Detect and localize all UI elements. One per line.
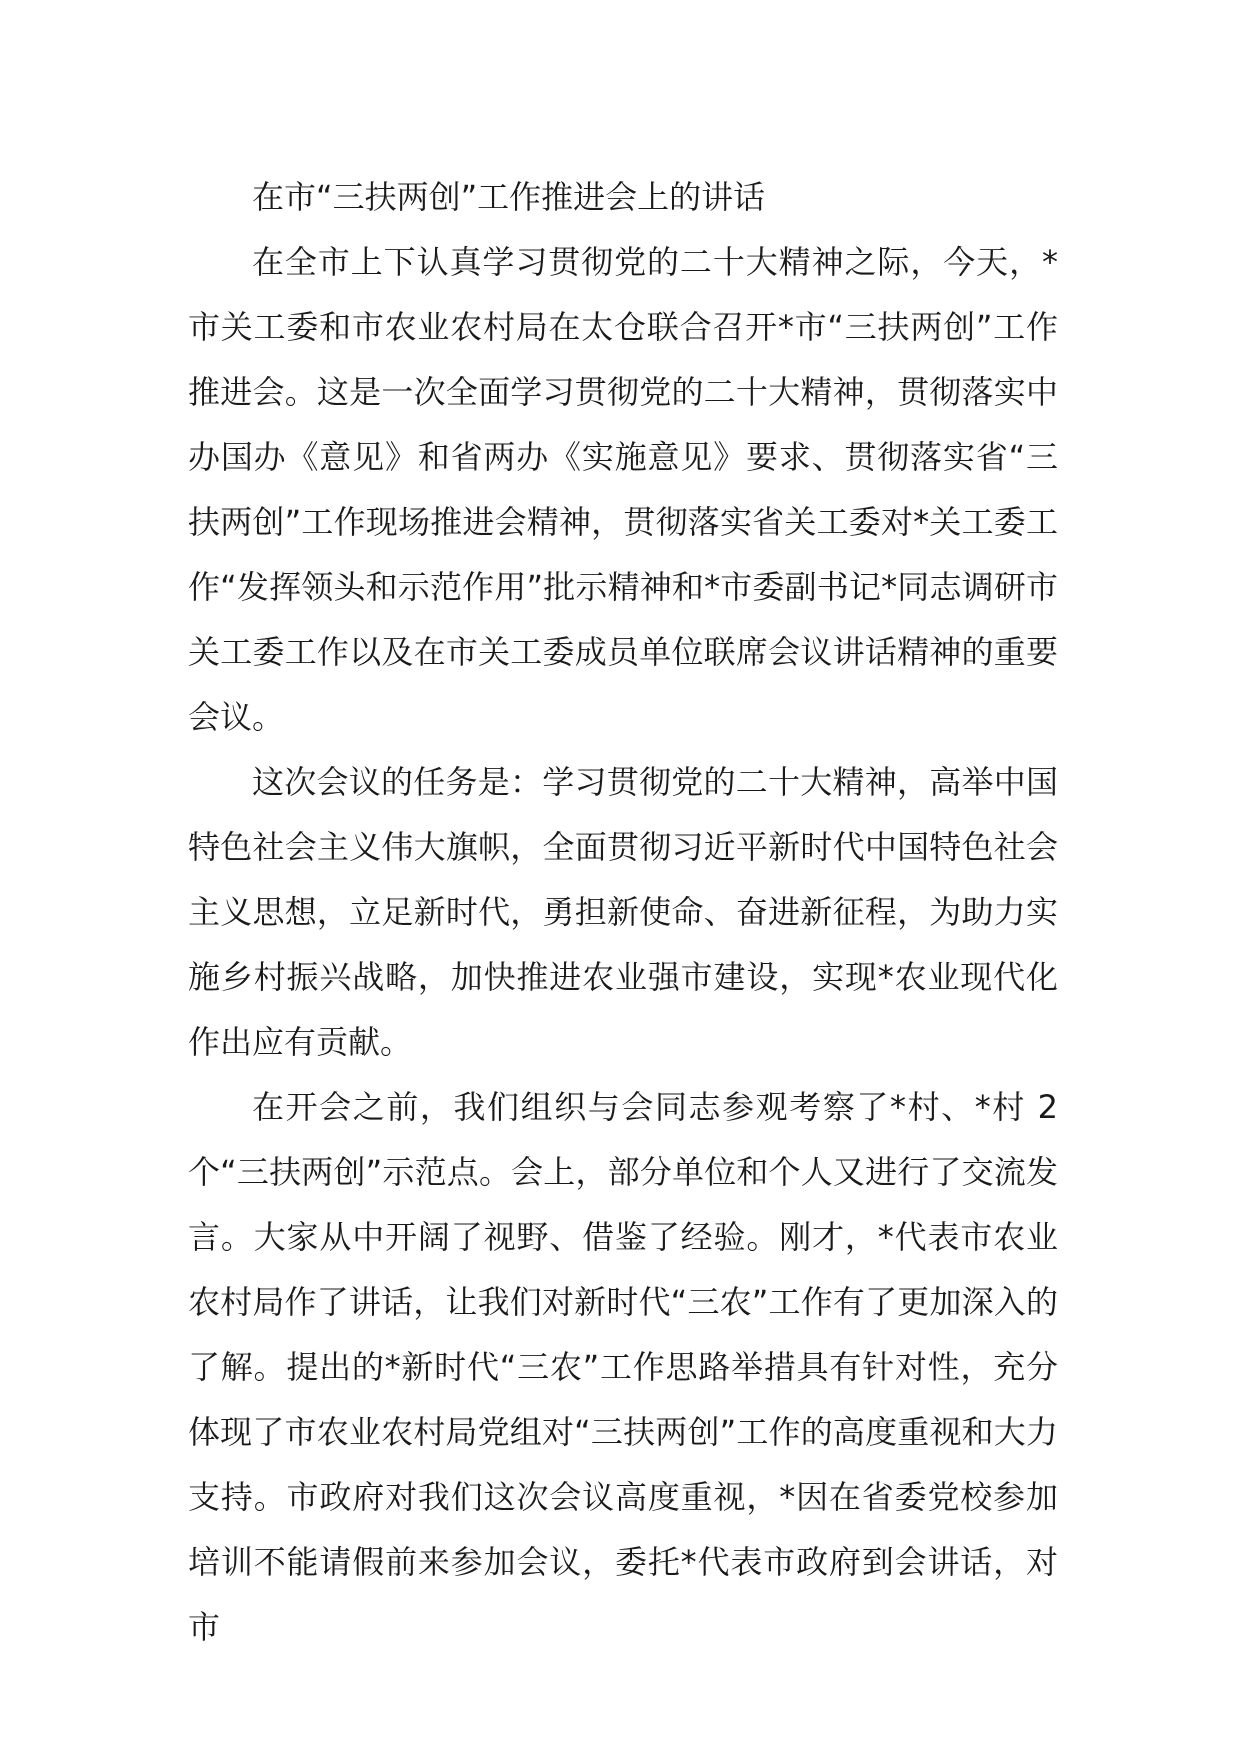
document-title: 在市“三扶两创”工作推进会上的讲话 bbox=[252, 178, 766, 216]
paragraph-3: 在开会之前，我们组织与会同志参观考察了*村、*村 2 个“三扶两创”示范点。会上，部分单位和个人又进行了交流发言。大家从中开阔了视野、借鉴了经验。刚才，*代表市农业农村局作了讲话，让我们对新时代“三农”工作有了更加深入的了解。提出的*新时代“三农”工作思路举措具有针对性，充分体现了市农业农村局党组对“三扶两创”工作的高度重视和大力支持。市政府对我们这次会议高度重视，*因在省委党校参加培训不能请假前来参加会议，委托*代表市政府到会讲话，对市 bbox=[188, 1088, 1058, 1646]
paragraph-1: 在全市上下认真学习贯彻党的二十大精神之际，今天，*市关工委和市农业农村局在太仓联合召开*市“三扶两创”工作推进会。这是一次全面学习贯彻党的二十大精神，贯彻落实中办国办《意见》和省两办《实施意见》要求、贯彻落实省“三扶两创”工作现场推进会精神，贯彻落实省关工委对*关工委工作“发挥领头和示范作用”批示精神和*市委副书记*同志调研市关工委工作以及在市关工委成员单位联席会议讲话精神的重要会议。 bbox=[188, 243, 1058, 736]
paragraph-2: 这次会议的任务是：学习贯彻党的二十大精神，高举中国特色社会主义伟大旗帜，全面贯彻习近平新时代中国特色社会主义思想，立足新时代，勇担新使命、奋进新征程，为助力实施乡村振兴战略，加快推进农业强市建设，实现*农业现代化作出应有贡献。 bbox=[188, 763, 1058, 1061]
document-body bbox=[188, 165, 1058, 1660]
